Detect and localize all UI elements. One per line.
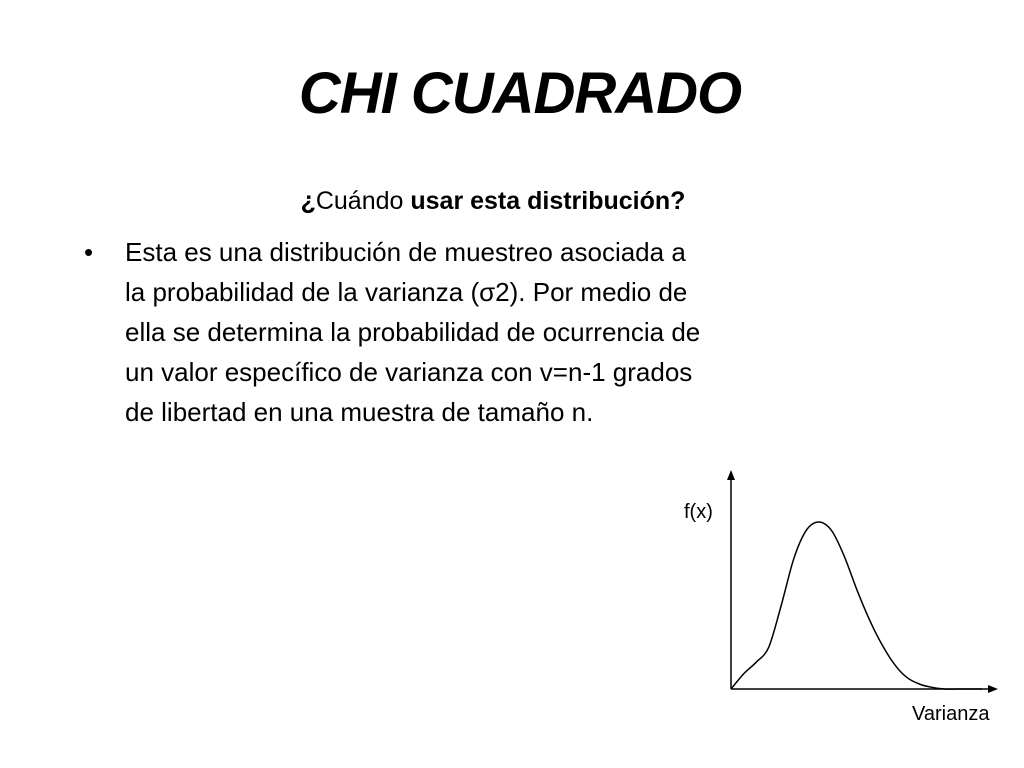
density-curve	[731, 522, 982, 689]
slide-title: CHI CUADRADO	[298, 61, 742, 126]
bullet-line-5: de libertad en una muestra de tamaño n.	[125, 397, 594, 427]
question-mark-prefix: ¿	[300, 187, 316, 215]
y-axis-arrow	[727, 470, 735, 480]
bullet-text	[125, 232, 895, 432]
x-axis-label: Varianza	[912, 703, 990, 725]
bullet-line-3: ella se determina la probabilidad de ocurrencia de	[125, 317, 701, 347]
bullet-line-1: Esta es una distribución de muestreo asociada a	[125, 237, 686, 267]
question-bold-text: usar esta distribución?	[410, 187, 686, 215]
bullet-line-2: la probabilidad de la varianza (σ2). Por medio de	[125, 277, 688, 307]
bullet-marker: •	[84, 237, 94, 267]
chi-square-chart	[660, 460, 1024, 768]
y-axis-label: f(x)	[684, 501, 713, 523]
bullet-line-4: un valor específico de varianza con v=n-1 grados	[125, 357, 693, 387]
bullet-list	[84, 232, 884, 432]
question-heading	[0, 183, 986, 219]
question-normal-text: Cuándo	[315, 187, 411, 215]
x-axis-arrow	[988, 685, 998, 693]
